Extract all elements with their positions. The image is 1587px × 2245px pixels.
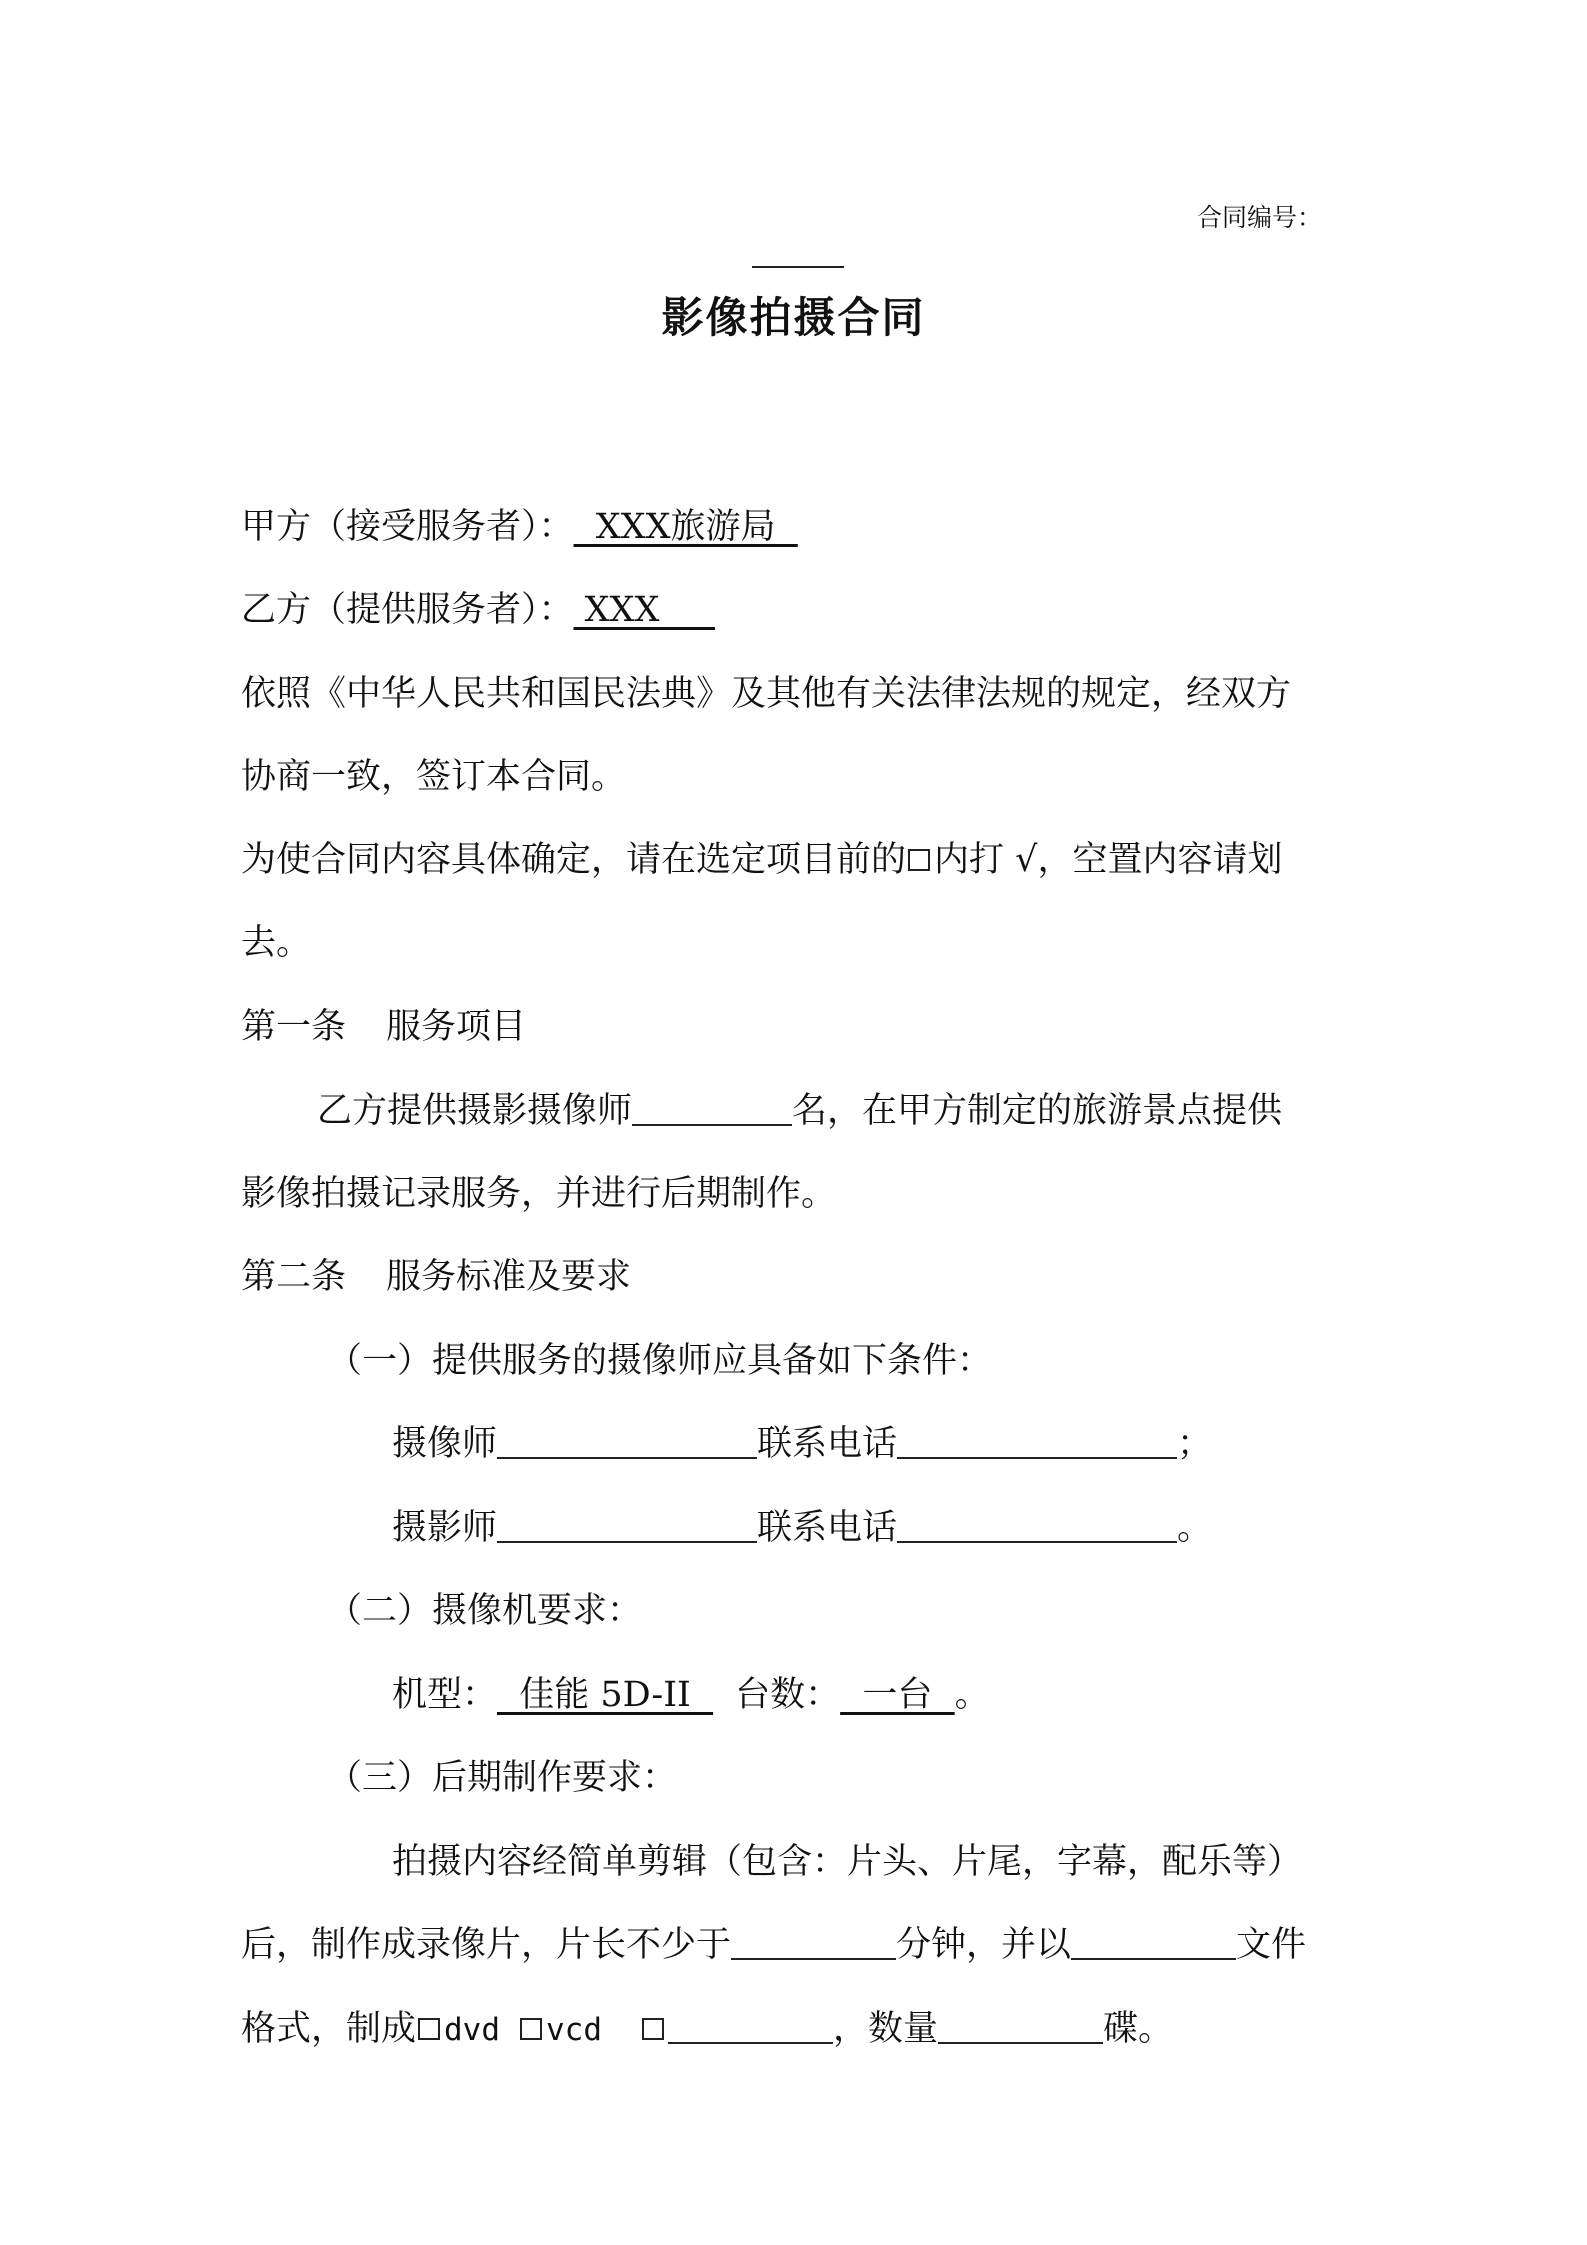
photographer-count-blank [632, 1094, 792, 1126]
quantity-blank [938, 2012, 1103, 2044]
article-2-sub-3: （三）后期制作要求： [327, 1758, 678, 1798]
document-title: 影像拍摄合同 [661, 293, 926, 342]
photographer-line [392, 1508, 1213, 1548]
camera-line [392, 1675, 990, 1715]
intro-line-4: 去。 [241, 923, 312, 963]
photographer-phone-blank [897, 1511, 1177, 1543]
videographer-label: 摄像师 [392, 1424, 498, 1464]
article-1-text-b: 名，在甲方制定的旅游景点提供 [792, 1091, 1283, 1131]
article-2-sub-2: （二）摄像机要求： [327, 1591, 643, 1631]
period: 。 [954, 1675, 990, 1715]
post-text-c: 文件 [1236, 1925, 1307, 1965]
videographer-phone-label: 联系电话 [757, 1424, 898, 1464]
semicolon: ； [1177, 1424, 1213, 1464]
party-b-label: 乙方（提供服务者）： [241, 590, 574, 630]
vcd-checkbox-icon [520, 2018, 542, 2040]
post-text-b: 分钟，并以 [896, 1925, 1072, 1965]
party-a-line [241, 507, 798, 547]
article-2-number: 第二条 [241, 1257, 347, 1297]
article-2-title: 服务标准及要求 [386, 1257, 632, 1297]
photographer-label: 摄影师 [392, 1508, 498, 1548]
article-1-text-a: 乙方提供摄影摄像师 [317, 1091, 633, 1131]
other-checkbox-icon [642, 2018, 664, 2040]
party-b-line [241, 590, 716, 630]
article-1-number: 第一条 [241, 1007, 347, 1047]
camera-count-label: 台数： [735, 1675, 841, 1715]
article-1-title: 服务项目 [386, 1007, 527, 1047]
post-production-line-1: 拍摄内容经简单剪辑（包含：片头、片尾，字幕，配乐等） [392, 1842, 1303, 1882]
camera-model-value: 佳能 5D-II [497, 1675, 714, 1715]
post-text-discs: 碟。 [1103, 2009, 1174, 2049]
videographer-phone-blank [897, 1427, 1177, 1459]
intro-line-3-b: 内打 √，空置内容请划 [934, 840, 1283, 880]
vcd-option-label: vcd [546, 2012, 603, 2048]
article-1-para-line-1 [317, 1091, 1283, 1131]
article-2-sub-1: （一）提供服务的摄像师应具备如下条件： [327, 1341, 993, 1381]
videographer-name-blank [497, 1427, 757, 1459]
contract-number-blank [752, 266, 844, 268]
camera-count-value: 一台 [840, 1675, 955, 1715]
photographer-name-blank [497, 1511, 757, 1543]
article-2-heading [241, 1257, 632, 1297]
file-format-blank [1071, 1928, 1236, 1960]
post-production-line-3 [241, 2009, 1174, 2049]
camera-model-label: 机型： [392, 1675, 498, 1715]
party-a-value: XXX旅游局 [573, 507, 798, 547]
article-1-para-line-2: 影像拍摄记录服务，并进行后期制作。 [241, 1174, 837, 1214]
intro-line-3-a: 为使合同内容具体确定，请在选定项目前的 [241, 840, 907, 880]
article-1-heading [241, 1007, 527, 1047]
other-format-blank [668, 2012, 833, 2044]
photographer-phone-label: 联系电话 [757, 1508, 898, 1548]
dvd-option-label: dvd [444, 2012, 501, 2048]
videographer-line [392, 1424, 1213, 1464]
intro-line-3 [241, 840, 1283, 880]
post-text-a: 后，制作成录像片，片长不少于 [241, 1925, 732, 1965]
post-text-format: 格式，制成 [241, 2009, 417, 2049]
intro-line-1: 依照《中华人民共和国民法典》及其他有关法律法规的规定，经双方 [241, 674, 1292, 714]
contract-number-label: 合同编号： [1197, 203, 1323, 232]
post-production-line-2 [241, 1925, 1307, 1965]
intro-line-2: 协商一致，签订本合同。 [241, 757, 627, 797]
party-a-label: 甲方（接受服务者）： [241, 507, 574, 547]
duration-blank [731, 1928, 896, 1960]
post-text-quantity: ，数量 [833, 2009, 939, 2049]
checkbox-icon [908, 849, 930, 871]
period: 。 [1177, 1508, 1213, 1548]
dvd-checkbox-icon [418, 2018, 440, 2040]
party-b-value: XXX [573, 590, 716, 630]
